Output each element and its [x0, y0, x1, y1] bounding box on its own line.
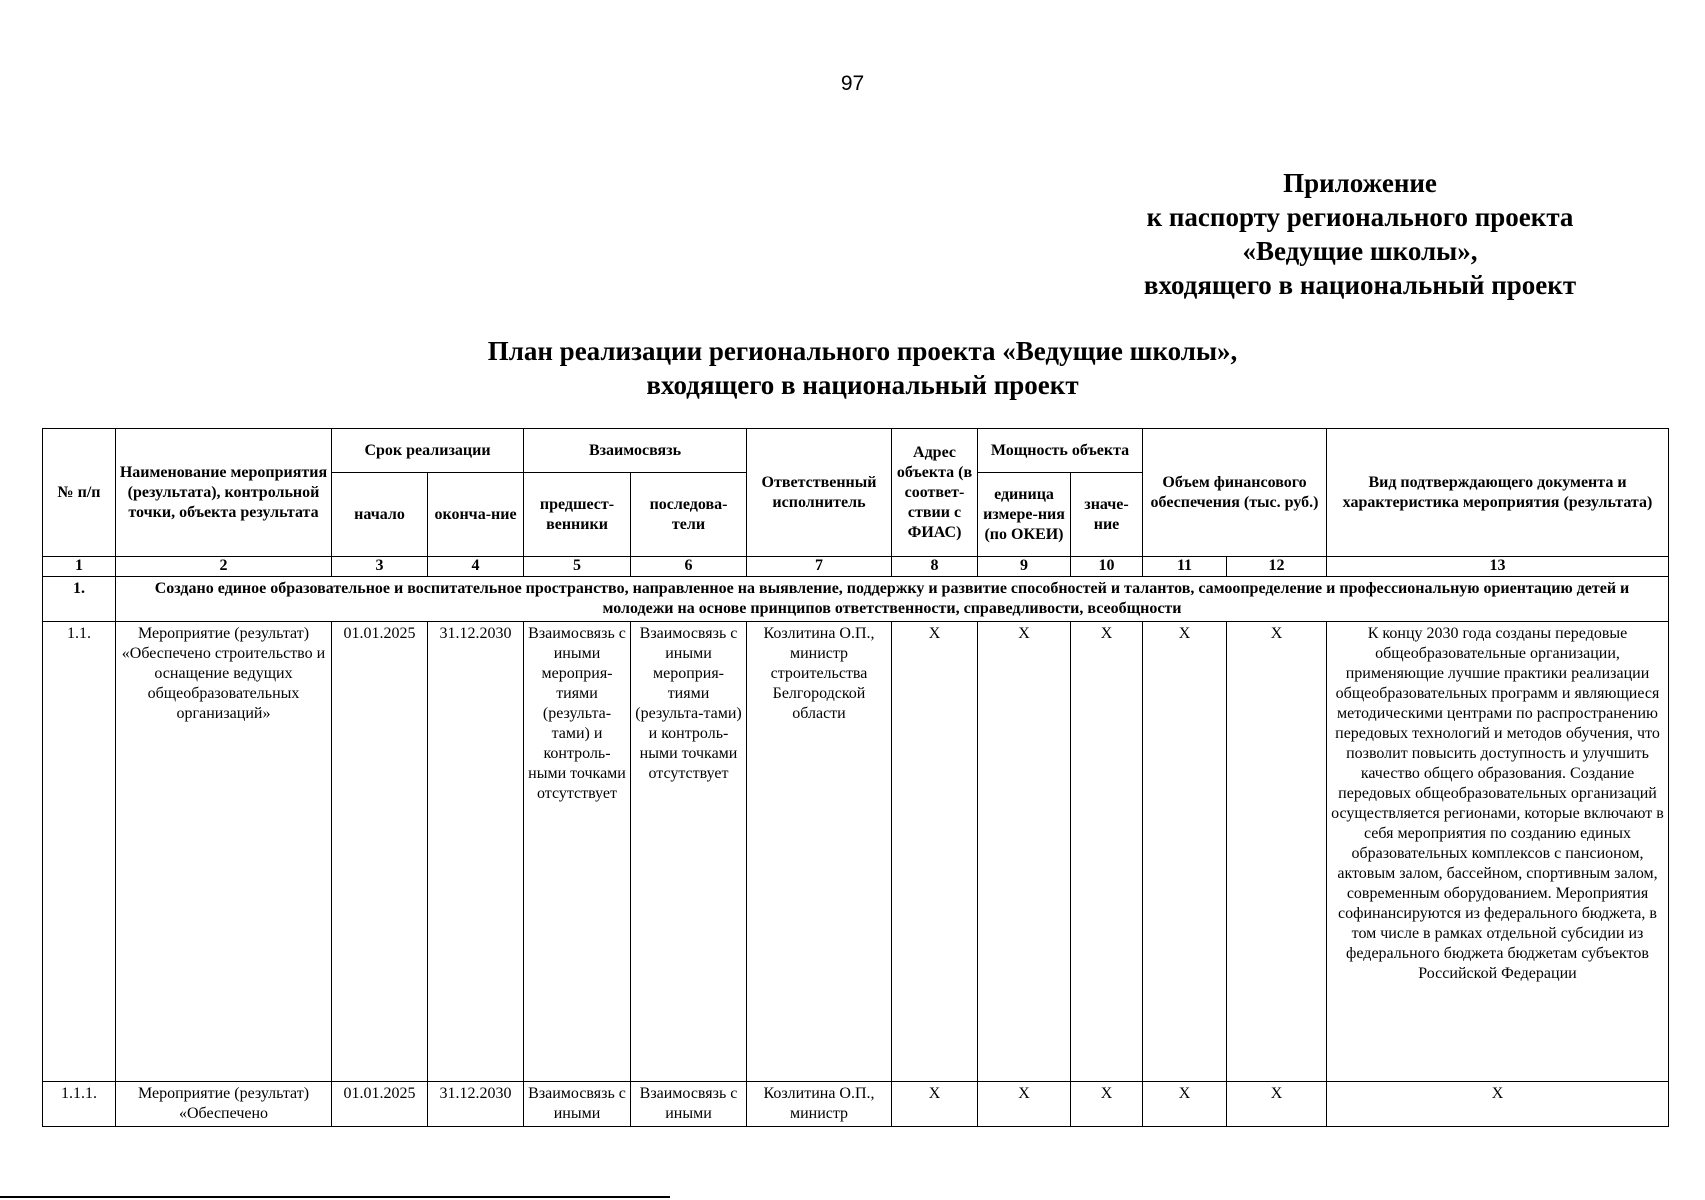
table-row — [43, 622, 1669, 1082]
row-start: 01.01.2025 — [332, 1082, 428, 1127]
column-number: 7 — [747, 557, 892, 577]
header-start: начало — [332, 473, 428, 557]
header-predecessors: предшест-венники — [524, 473, 631, 557]
appendix-line-1: Приложение — [1283, 168, 1437, 198]
row-name: Мероприятие (результат) «Обеспечено строительство и оснащение ведущих общеобразовательных организаций» — [116, 622, 332, 1082]
plan-title-line-1: План реализации регионального проекта «Ведущие школы», — [487, 336, 1238, 366]
row-unit: X — [978, 622, 1071, 1082]
header-unit: единица измере-ния (по ОКЕИ) — [978, 473, 1071, 557]
row-num: 1.1. — [43, 622, 116, 1082]
section-text: Создано единое образовательное и воспитательное пространство, направленное на выявление, поддержку и развитие способностей и талантов, самоопределение и профессиональную ориентацию детей и молодежи на основе принципов ответственности, справедливости, всеобщности — [116, 577, 1669, 622]
column-number: 3 — [332, 557, 428, 577]
row-successors: Взаимосвязь с иными — [631, 1082, 747, 1127]
row-successors: Взаимосвязь с иными мероприя-тиями (результа-тами) и контроль-ными точками отсутствует — [631, 622, 747, 1082]
column-number: 2 — [116, 557, 332, 577]
row-finance-2: X — [1227, 1082, 1327, 1127]
column-number: 10 — [1071, 557, 1143, 577]
appendix-header — [1100, 166, 1620, 302]
row-end: 31.12.2030 — [428, 622, 524, 1082]
appendix-line-3: «Ведущие школы», — [1242, 236, 1478, 266]
header-num: № п/п — [43, 429, 116, 557]
row-value: X — [1071, 622, 1143, 1082]
row-finance-1: X — [1143, 1082, 1227, 1127]
column-number: 6 — [631, 557, 747, 577]
table-row — [43, 1082, 1669, 1127]
header-term: Срок реализации — [332, 429, 524, 473]
plan-title — [0, 334, 1705, 402]
column-number: 11 — [1143, 557, 1227, 577]
plan-table — [42, 428, 1669, 1127]
header-responsible: Ответственный исполнитель — [747, 429, 892, 557]
appendix-line-4: входящего в национальный проект — [1143, 270, 1577, 300]
column-number: 12 — [1227, 557, 1327, 577]
row-unit: X — [978, 1082, 1071, 1127]
column-number: 13 — [1327, 557, 1669, 577]
section-row — [43, 577, 1669, 622]
row-predecessors: Взаимосвязь с иными — [524, 1082, 631, 1127]
row-name: Мероприятие (результат) «Обеспечено — [116, 1082, 332, 1127]
row-finance-1: X — [1143, 622, 1227, 1082]
header-name: Наименование мероприятия (результата), контрольной точки, объекта результата — [116, 429, 332, 557]
row-end: 31.12.2030 — [428, 1082, 524, 1127]
row-address: X — [892, 622, 978, 1082]
header-address: Адрес объекта (в соответ-ствии с ФИАС) — [892, 429, 978, 557]
header-doc: Вид подтверждающего документа и характеристика мероприятия (результата) — [1327, 429, 1669, 557]
column-number: 5 — [524, 557, 631, 577]
row-responsible: Козлитина О.П., министр — [747, 1082, 892, 1127]
row-doc: X — [1327, 1082, 1669, 1127]
column-number: 1 — [43, 557, 116, 577]
row-predecessors: Взаимосвязь с иными мероприя-тиями (результа-тами) и контроль-ными точками отсутствует — [524, 622, 631, 1082]
column-number: 9 — [978, 557, 1071, 577]
header-capacity: Мощность объекта — [978, 429, 1143, 473]
row-start: 01.01.2025 — [332, 622, 428, 1082]
plan-title-line-2: входящего в национальный проект — [646, 370, 1079, 400]
header-successors: последова-тели — [631, 473, 747, 557]
section-num: 1. — [43, 577, 116, 622]
column-number: 8 — [892, 557, 978, 577]
header-end: оконча-ние — [428, 473, 524, 557]
header-value: значе-ние — [1071, 473, 1143, 557]
row-responsible: Козлитина О.П., министр строительства Белгородской области — [747, 622, 892, 1082]
page-number: 97 — [840, 72, 865, 95]
column-number: 4 — [428, 557, 524, 577]
row-num: 1.1.1. — [43, 1082, 116, 1127]
row-value: X — [1071, 1082, 1143, 1127]
page-edge-line — [0, 1196, 670, 1198]
row-doc: К концу 2030 года созданы передовые общеобразовательные организации, применяющие лучшие практики реализации общеобразовательных программ и являющиеся методическими центрами по распространению передовых технологий и методов обучения, что позволит повысить доступность и улучшить качество общего образования. Создание передовых общеобразовательных организаций осуществляется регионами, которые включают в себя мероприятия по созданию единых образовательных комплексов с пансионом, актовым залом, бассейном, спортивным залом, современным оборудованием. Мероприятия софинансируются из федерального бюджета, в том числе в рамках отдельной субсидии из федерального бюджета бюджетам субъектов Российской Федерации — [1327, 622, 1669, 1082]
row-address: X — [892, 1082, 978, 1127]
header-relation: Взаимосвязь — [524, 429, 747, 473]
header-finance: Объем финансового обеспечения (тыс. руб.) — [1143, 429, 1327, 557]
appendix-line-2: к паспорту регионального проекта — [1146, 202, 1574, 232]
row-finance-2: X — [1227, 622, 1327, 1082]
